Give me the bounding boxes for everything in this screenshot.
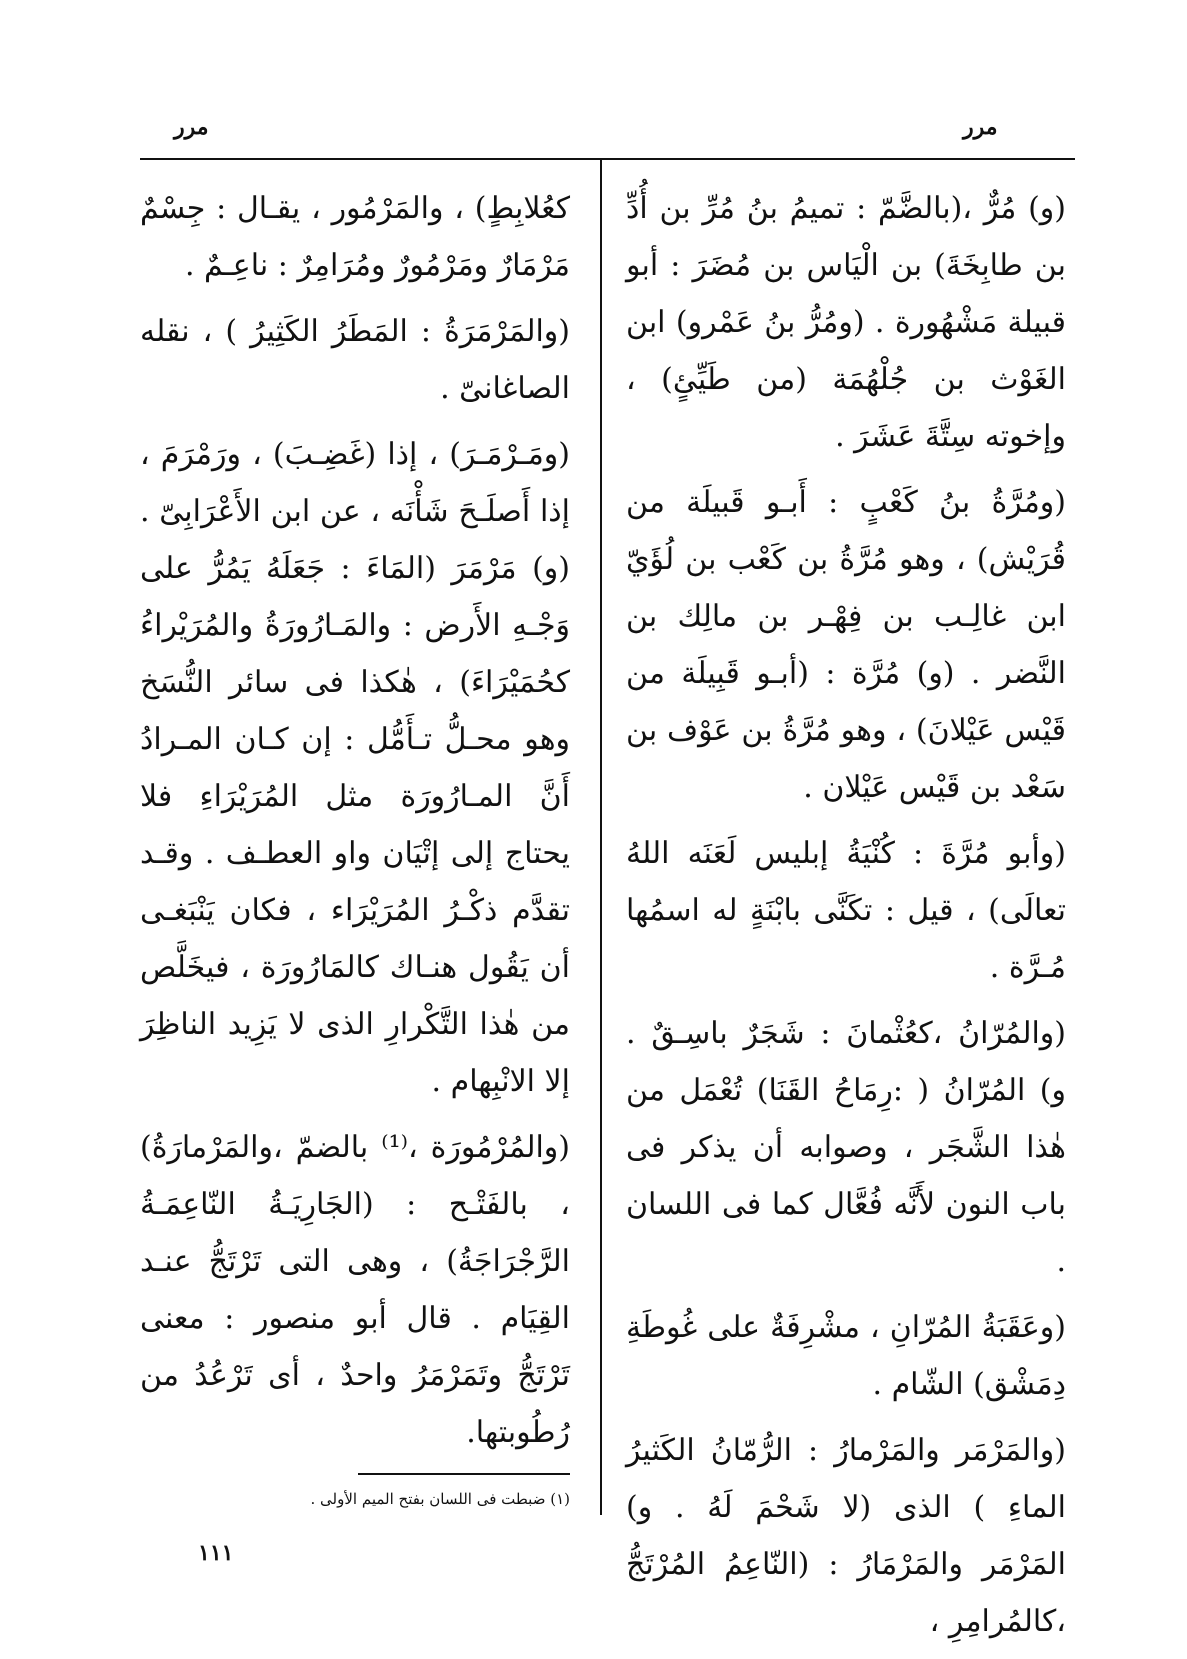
paragraph: (والمُرّانُ ،كعُثْمانَ : شَجَرٌ باسِـقٌ . و) المُرّانُ ( :رِمَاحُ القَنَا) تُعْمَل من هٰذا الشَّجَر ، وصوابه أن يذكر فى باب النون لأَنَّه فُعَّال كما فى اللسان . [626, 1016, 1066, 1279]
paragraph: (وأبو مُرَّةَ : كُنْيَةُ إبليس لَعَنَه اللهُ تعالَى) ، قيل : تكَنَّى بابْنَةٍ له اسمُها مُـرَّة . [626, 836, 1066, 985]
paragraph: (ومُرَّةُ بنُ كَعْبٍ : أَبـو قَبيلَة من قُرَيْش) ، وهو مُرَّةُ بن كَعْب بن لُؤَيّ ابن غالِـب بن فِهْـر بن مالِك بن النَّضر . (و) مُرَّة : (أبـو قَبِيلَة من قَيْس عَيْلانَ) ، وهو مُرَّةُ بن عَوْف بن سَعْد بن قَيْس عَيْلان . [626, 485, 1066, 805]
paragraph: (والمَرْمَر والمَرْمارُ : الرُّمّانُ الكَثيرُ الماءِ ) الذى (لا شَحْمَ لَهُ . و) المَرْمَر والمَرْمَارُ : (النّاعِمُ المُرْتَجُّ ،كالمُرامِرِ ، [626, 1433, 1066, 1639]
running-header-left: مرر [174, 114, 209, 140]
paragraph: (والمُرْمُورَة ،⁽¹⁾ بالضمّ ،والمَرْمارَةُ) ، بالفَتْـح : (الجَارِيَـةُ النّاعِمَـةُ الرَّجْرَاجَةُ) ، وهى التى تَرْتَجُّ عنـد القِيَام . قال أبو منصور : معنى تَرْتَجُّ وتَمَرْمَرُ واحدٌ ، أى تَرْعُدُ من رُطُوبتها. [140, 1130, 570, 1450]
column-divider [600, 160, 602, 1515]
right-column [626, 180, 1066, 1659]
left-column [140, 180, 570, 1470]
paragraph: (وعَقَبَةُ المُرّانِ ، مشْرِفَةٌ على غُوطَةِ دِمَشْق) الشّام . [626, 1310, 1066, 1402]
running-header-right: مرر [963, 114, 998, 140]
paragraph: (والمَرْمَرَةُ : المَطَرُ الكَثِيرُ ) ، نقله الصاغانىّ . [140, 314, 570, 406]
page-number: ١١١ [198, 1540, 234, 1566]
paragraph: (و) مُرٌّ ،(بالضَّمّ : تميمُ بنُ مُرِّ بن أُدِّ بن طابِخَةَ) بن الْيَاس بن مُضَرَ : أبو قبيلة مَشْهُورة . (ومُرُّ بنُ عَمْرو) ابن الغَوْث بن جُلْهُمَة (من طَيِّئٍ) ، وإخوته سِتَّةَ عَشَرَ . [626, 191, 1066, 454]
paragraph: (ومَـرْمَـرَ) ، إذا (غَضِـبَ) ، ورَمْرَمَ ، إذا أَصلَـحَ شَأْنَه ، عن ابن الأَعْرَابِىّ . (و) مَرْمَرَ (المَاءَ : جَعَلَهُ يَمُرُّ على وَجْـهِ الأَرض : والمَـارُورَةُ والمُرَيْراءُ كحُمَيْرَاءَ) ، هٰكذا فى سائر النُّسَخ وهو محـلُّ تـأَمُّل : إن كـان المـرادُ أَنَّ المـارُورَة مثل المُرَيْرَاءِ فلا يحتاج إلى إتْيَان واو العطـف . وقـد تقدَّم ذكْـرُ المُرَيْرَاء ، فكان يَنْبَغـى أن يَقُول هنـاك كالمَارُورَة ، فيخَلَّص من هٰذا التَّكْرارِ الذى لا يَزِيد الناظِرَ إلا الانْبِهام . [140, 437, 570, 1099]
footnote: (١) ضبطت فى اللسان بفتح الميم الأولى . [310, 1490, 570, 1508]
header-rule [140, 158, 1075, 160]
footnote-rule [358, 1473, 570, 1475]
paragraph: كعُلابِطٍ) ، والمَرْمُور ، يقـال : جِسْمٌ مَرْمَارٌ ومَرْمُورٌ ومُرَامِرٌ : ناعِـمٌ . [140, 191, 570, 283]
